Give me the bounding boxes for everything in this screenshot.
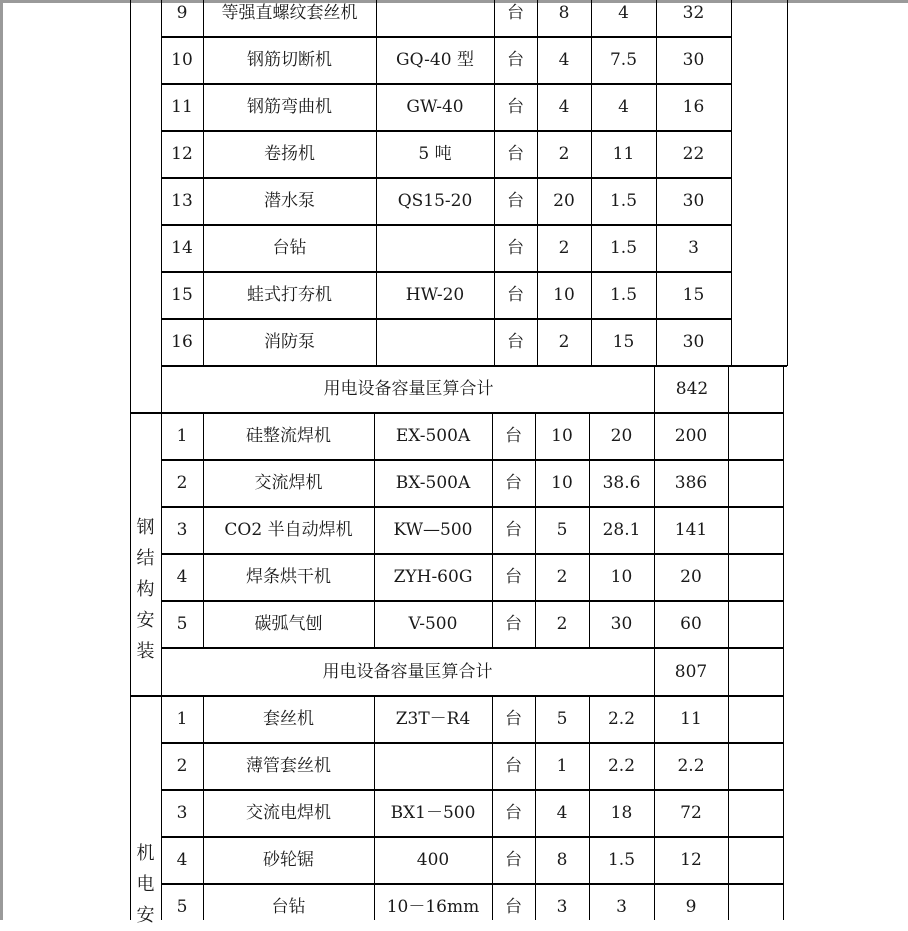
table-cell-power: 10 xyxy=(610,567,633,587)
grid-line-vertical xyxy=(130,0,131,413)
group-label-steel-structure xyxy=(130,512,161,667)
table-cell-qty: 4 xyxy=(558,50,570,70)
table-cell-model: V-500 xyxy=(408,614,458,634)
table-cell-unit: 台 xyxy=(507,50,524,70)
table-cell-qty: 4 xyxy=(556,803,568,823)
table-cell-model xyxy=(374,743,492,790)
table-cell-power: 4 xyxy=(618,97,629,117)
grid-line-vertical xyxy=(731,0,732,366)
table-cell-unit: 台 xyxy=(507,191,524,211)
table-cell-name: CO2 半自动焊机 xyxy=(224,520,353,540)
table-cell-unit: 台 xyxy=(505,803,522,823)
table-cell-name: 卷扬机 xyxy=(264,144,315,164)
table-cell-unit: 台 xyxy=(505,850,522,870)
table-cell-no: 12 xyxy=(171,144,193,164)
table-cell-no: 4 xyxy=(176,567,188,587)
table-cell-power: 1.5 xyxy=(607,850,636,870)
table-cell-no: 11 xyxy=(171,97,193,117)
table-cell-power: 15 xyxy=(612,332,635,352)
group-label-char: 结 xyxy=(136,548,155,569)
table-cell-total: 30 xyxy=(682,332,705,352)
table-cell-unit: 台 xyxy=(507,3,524,23)
table-cell-no: 2 xyxy=(176,473,188,493)
table-cell-power: 3 xyxy=(616,897,627,917)
group-label-char: 装 xyxy=(136,641,155,662)
table-cell-model: GQ-40 型 xyxy=(396,50,474,70)
table-cell-qty: 3 xyxy=(556,897,568,917)
table-cell-power: 38.6 xyxy=(602,473,641,493)
table-cell-no: 5 xyxy=(176,897,188,917)
table-cell-name: 碳弧气刨 xyxy=(254,614,323,634)
group-label-mechanical-electrical xyxy=(130,838,161,931)
grid-line-vertical xyxy=(783,413,784,696)
table-cell-unit: 台 xyxy=(505,567,522,587)
subtotal-value: 807 xyxy=(674,661,708,682)
table-cell-qty: 2 xyxy=(558,238,570,258)
table-cell-power: 2.2 xyxy=(607,709,636,729)
table-cell-no: 9 xyxy=(176,3,188,23)
table-cell-power: 30 xyxy=(610,614,633,634)
table-cell-total: 60 xyxy=(680,614,702,634)
grid-line-vertical xyxy=(783,696,784,920)
table-cell-unit: 台 xyxy=(507,332,524,352)
table-cell-model: HW-20 xyxy=(405,285,465,305)
table-cell-total: 22 xyxy=(682,144,705,164)
table-cell-total: 2.2 xyxy=(677,756,705,776)
subtotal-label: 用电设备容量匡算合计 xyxy=(323,379,494,399)
table-cell-qty: 20 xyxy=(553,191,575,211)
table-cell-qty: 2 xyxy=(556,567,568,587)
table-cell-qty: 5 xyxy=(556,520,568,540)
table-cell-name: 焊条烘干机 xyxy=(246,567,331,587)
table-cell-model: 10－16mm xyxy=(386,897,480,917)
table-cell-power: 20 xyxy=(610,426,633,446)
table-cell-model: 400 xyxy=(416,850,450,870)
table-cell-unit: 台 xyxy=(505,473,522,493)
table-cell-name: 钢筋切断机 xyxy=(247,50,332,70)
grid-line-vertical xyxy=(787,0,788,366)
table-cell-power: 1.5 xyxy=(609,191,638,211)
table-cell-total: 30 xyxy=(682,191,705,211)
table-cell-model: Z3T－R4 xyxy=(395,709,471,729)
table-cell-qty: 4 xyxy=(558,97,570,117)
table-cell-no: 3 xyxy=(176,803,188,823)
table-cell-unit: 台 xyxy=(505,756,522,776)
table-cell-no: 5 xyxy=(176,614,188,634)
table-cell-no: 1 xyxy=(176,426,188,446)
table-cell-unit: 台 xyxy=(505,614,522,634)
group-label-char: 电 xyxy=(136,874,155,895)
group-label-char: 安 xyxy=(136,610,155,631)
table-cell-qty: 8 xyxy=(556,850,568,870)
table-cell-power: 7.5 xyxy=(609,50,638,70)
table-cell-total: 141 xyxy=(674,520,708,540)
table-cell-unit: 台 xyxy=(507,285,524,305)
table-cell-qty: 2 xyxy=(558,332,570,352)
table-cell-total: 32 xyxy=(682,3,705,23)
table-cell-total: 16 xyxy=(682,97,705,117)
table-cell-model: 5 吨 xyxy=(418,144,452,164)
table-cell-model xyxy=(376,225,494,272)
table-cell-unit: 台 xyxy=(505,897,522,917)
grid-line-vertical xyxy=(728,648,729,696)
table-cell-model: EX-500A xyxy=(395,426,471,446)
table-cell-no: 16 xyxy=(171,332,193,352)
table-cell-total: 30 xyxy=(682,50,705,70)
table-cell-model: BX-500A xyxy=(395,473,471,493)
table-cell-model xyxy=(376,319,494,366)
table-cell-name: 砂轮锯 xyxy=(263,850,314,870)
grid-line-vertical xyxy=(783,366,784,413)
table-cell-power: 28.1 xyxy=(602,520,641,540)
table-cell-no: 14 xyxy=(171,238,193,258)
table-cell-power: 1.5 xyxy=(609,238,638,258)
table-cell-qty: 10 xyxy=(551,473,573,493)
table-cell-qty: 2 xyxy=(556,614,568,634)
group-label-char: 安 xyxy=(136,905,155,926)
table-cell-name: 硅整流焊机 xyxy=(246,426,331,446)
table-cell-name: 台钻 xyxy=(271,897,306,917)
group-label-char: 机 xyxy=(136,843,155,864)
table-cell-total: 11 xyxy=(680,709,702,729)
table-cell-name: 台钻 xyxy=(272,238,307,258)
row-divider xyxy=(731,365,787,367)
table-cell-model: GW-40 xyxy=(406,97,464,117)
table-cell-qty: 5 xyxy=(556,709,568,729)
table-cell-qty: 10 xyxy=(553,285,575,305)
table-cell-model: ZYH-60G xyxy=(393,567,473,587)
table-cell-unit: 台 xyxy=(505,709,522,729)
grid-line-vertical xyxy=(728,413,729,648)
table-cell-total: 72 xyxy=(680,803,702,823)
table-cell-name: 交流焊机 xyxy=(254,473,323,493)
table-cell-total: 20 xyxy=(680,567,702,587)
table-cell-name: 消防泵 xyxy=(264,332,315,352)
table-cell-name: 交流电焊机 xyxy=(246,803,331,823)
table-cell-no: 13 xyxy=(171,191,193,211)
table-cell-name: 等强直螺纹套丝机 xyxy=(221,3,358,23)
table-cell-qty: 8 xyxy=(558,3,570,23)
table-cell-power: 2.2 xyxy=(607,756,636,776)
table-cell-no: 10 xyxy=(171,50,193,70)
table-cell-unit: 台 xyxy=(507,97,524,117)
subtotal-value: 842 xyxy=(675,379,709,399)
table-cell-no: 4 xyxy=(176,850,188,870)
table-cell-total: 12 xyxy=(680,850,702,870)
table-cell-qty: 10 xyxy=(551,426,573,446)
grid-line-vertical xyxy=(728,696,729,920)
table-cell-no: 1 xyxy=(176,709,188,729)
table-cell-total: 386 xyxy=(674,473,708,493)
table-cell-total: 3 xyxy=(688,238,699,258)
table-cell-power: 11 xyxy=(612,144,635,164)
table-cell-model: QS15-20 xyxy=(397,191,473,211)
table-cell-total: 15 xyxy=(682,285,705,305)
table-cell-power: 4 xyxy=(618,3,629,23)
table-cell-model: BX1－500 xyxy=(390,803,476,823)
table-cell-unit: 台 xyxy=(507,238,524,258)
table-cell-no: 2 xyxy=(176,756,188,776)
table-cell-name: 潜水泵 xyxy=(264,191,315,211)
table-cell-unit: 台 xyxy=(505,426,522,446)
table-cell-qty: 2 xyxy=(558,144,570,164)
table-cell-model: KW—500 xyxy=(393,520,473,540)
group-label-char: 钢 xyxy=(136,517,155,538)
table-cell-unit: 台 xyxy=(505,520,522,540)
table-cell-qty: 1 xyxy=(556,756,568,776)
table-cell-name: 套丝机 xyxy=(263,709,314,729)
table-cell-power: 18 xyxy=(610,803,633,823)
table-cell-name: 钢筋弯曲机 xyxy=(247,97,332,117)
table-cell-total: 200 xyxy=(674,426,708,446)
grid-line-vertical xyxy=(728,366,729,413)
table-cell-name: 薄管套丝机 xyxy=(246,756,331,776)
table-cell-no: 15 xyxy=(171,285,193,305)
group-label-char: 构 xyxy=(136,579,155,600)
table-cell-power: 1.5 xyxy=(609,285,638,305)
subtotal-label: 用电设备容量匡算合计 xyxy=(322,661,493,682)
table-cell-total: 9 xyxy=(685,897,697,917)
table-cell-name: 蛙式打夯机 xyxy=(247,285,332,305)
table-cell-model xyxy=(376,0,494,37)
table-cell-unit: 台 xyxy=(507,144,524,164)
window-left-border xyxy=(0,0,3,920)
table-cell-no: 3 xyxy=(176,520,188,540)
